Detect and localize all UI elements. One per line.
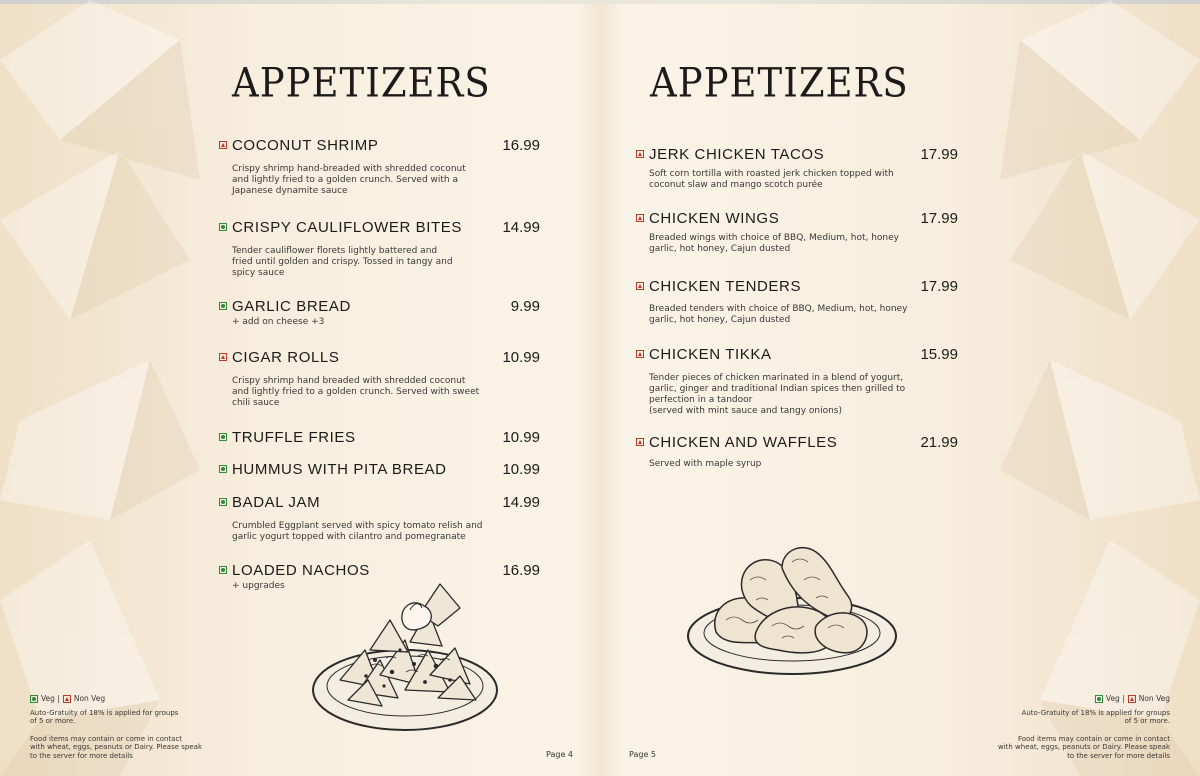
menu-item-name: COCONUT SHRIMP <box>232 137 379 154</box>
menu-item-header <box>219 461 540 481</box>
nonveg-mark-icon <box>636 438 644 446</box>
description-line: garlic yogurt topped with cilantro and pomegranate <box>232 532 466 542</box>
right-diet-legend <box>1095 694 1170 703</box>
menu-item-description <box>232 376 479 409</box>
menu-item <box>219 429 540 449</box>
menu-item-price: 10.99 <box>502 349 540 366</box>
menu-item-name: BADAL JAM <box>232 494 321 511</box>
menu-item-description <box>232 164 466 197</box>
veg-mark-icon <box>219 223 227 231</box>
menu-item-price: 14.99 <box>502 219 540 236</box>
description-line: garlic, hot honey, Cajun dusted <box>649 244 791 254</box>
description-line: and lightly fried to a golden crunch. Served with a <box>232 175 459 185</box>
nonveg-mark-icon <box>219 141 227 149</box>
note-line: with wheat, eggs, peanuts or Dairy. Please speak <box>997 743 1170 752</box>
menu-item-price: 17.99 <box>920 278 958 295</box>
description-line: Crumbled Eggplant served with spicy tomato relish and <box>232 521 483 531</box>
menu-item-name: GARLIC BREAD <box>232 298 351 315</box>
menu-item-header <box>219 562 540 582</box>
veg-mark-icon <box>30 695 38 703</box>
menu-item-price: 10.99 <box>502 429 540 446</box>
menu-item-price: 17.99 <box>920 210 958 227</box>
menu-item <box>219 494 540 542</box>
menu-item-description <box>649 304 907 326</box>
menu-item <box>636 346 958 416</box>
menu-item-price: 17.99 <box>920 146 958 163</box>
legend-veg-label: Veg | <box>41 694 60 703</box>
menu-item-name: LOADED NACHOS <box>232 562 370 579</box>
description-line: garlic, ginger and traditional Indian spices then grilled to <box>649 384 906 394</box>
veg-mark-icon <box>219 465 227 473</box>
menu-item-description <box>232 317 324 328</box>
legend-nonveg-label: Non Veg <box>1138 694 1170 703</box>
menu-item-price: 9.99 <box>510 298 540 315</box>
menu-item-price: 14.99 <box>502 494 540 511</box>
nachos-illustration <box>310 580 502 740</box>
description-line: coconut slaw and mango scotch purée <box>649 180 823 190</box>
chicken-wings-illustration <box>686 540 902 682</box>
veg-mark-icon <box>219 498 227 506</box>
menu-item-description <box>232 521 483 543</box>
description-line: perfection in a tandoor <box>649 395 753 405</box>
menu-item-description <box>649 459 761 470</box>
note-line: Auto-Gratuity of 18% is applied for groups <box>1021 709 1170 717</box>
description-line: Served with maple syrup <box>649 459 762 469</box>
menu-item-name: CIGAR ROLLS <box>232 349 340 366</box>
veg-mark-icon <box>1095 695 1103 703</box>
right-allergy-note <box>998 735 1170 760</box>
note-line: of 5 or more. <box>1124 717 1170 726</box>
left-gratuity-note <box>30 709 178 726</box>
note-line: to the server for more details <box>1067 751 1170 760</box>
nonveg-mark-icon <box>636 150 644 158</box>
left-page-title: APPETIZERS <box>232 60 491 107</box>
description-line: Crispy shrimp hand breaded with shredded coconut <box>232 376 466 386</box>
menu-item-price: 10.99 <box>502 461 540 478</box>
description-line: Crispy shrimp hand-breaded with shredded coconut <box>232 164 466 174</box>
menu-item-price: 16.99 <box>502 562 540 579</box>
right-gratuity-note <box>1022 709 1170 726</box>
menu-item <box>219 461 540 481</box>
menu-item-name: CHICKEN TENDERS <box>649 278 802 295</box>
menu-item-price: 15.99 <box>920 346 958 363</box>
menu-item-header <box>636 278 958 298</box>
menu-item-header <box>219 429 540 449</box>
nonveg-mark-icon <box>63 695 71 703</box>
menu-item-name: TRUFFLE FRIES <box>232 429 356 446</box>
veg-mark-icon <box>219 433 227 441</box>
menu-item <box>219 349 540 408</box>
description-line: spicy sauce <box>232 268 285 278</box>
description-line: garlic, hot honey, Cajun dusted <box>649 315 791 325</box>
description-line: Soft corn tortilla with roasted jerk chicken topped with <box>649 169 894 179</box>
nonveg-mark-icon <box>636 282 644 290</box>
menu-item <box>636 146 958 190</box>
menu-item-description <box>232 246 453 279</box>
description-line: + add on cheese +3 <box>232 317 325 327</box>
legend-veg-label: Veg | <box>1105 694 1125 703</box>
menu-item-header <box>219 494 540 514</box>
menu-item <box>636 278 958 325</box>
menu-item-header <box>636 146 958 166</box>
note-line: Food items may contain or come in contact <box>1017 735 1170 743</box>
menu-item-header <box>636 210 958 230</box>
menu-item-description <box>649 233 899 255</box>
menu-item-name: CHICKEN WINGS <box>649 210 780 227</box>
description-line: and lightly fried to a golden crunch. Served with sweet <box>232 387 480 397</box>
menu-item-name: CHICKEN AND WAFFLES <box>649 434 838 451</box>
left-allergy-note <box>30 735 202 760</box>
description-line: Tender cauliflower florets lightly battered and <box>232 246 438 256</box>
menu-item-header <box>636 346 958 366</box>
right-page-number: Page 5 <box>629 750 656 759</box>
description-line: Breaded tenders with choice of BBQ, Medium, hot, honey <box>649 304 908 314</box>
note-line: Food items may contain or come in contact <box>30 735 183 743</box>
menu-item-description <box>232 581 285 592</box>
menu-item <box>219 298 540 327</box>
description-line: Tender pieces of chicken marinated in a blend of yogurt, <box>649 373 904 383</box>
note-line: Auto-Gratuity of 18% is applied for groups <box>30 709 179 717</box>
description-line: fried until golden and crispy. Tossed in tangy and <box>232 257 453 267</box>
left-page-number: Page 4 <box>546 750 573 759</box>
menu-item-name: CHICKEN TIKKA <box>649 346 772 363</box>
nonveg-mark-icon <box>636 350 644 358</box>
menu-item-description <box>649 169 894 191</box>
description-line: chili sauce <box>232 398 280 408</box>
menu-item-name: JERK CHICKEN TACOS <box>649 146 825 163</box>
menu-item <box>219 562 540 591</box>
menu-item-header <box>219 298 540 318</box>
description-line: + upgrades <box>232 581 285 591</box>
menu-item <box>636 434 958 469</box>
menu-item-header <box>219 137 540 157</box>
menu-item-price: 21.99 <box>920 434 958 451</box>
veg-mark-icon <box>219 566 227 574</box>
menu-item-header <box>636 434 958 454</box>
menu-item-description <box>649 373 905 417</box>
description-line: Japanese dynamite sauce <box>232 186 348 196</box>
menu-item-name: CRISPY CAULIFLOWER BITES <box>232 219 463 236</box>
menu-item <box>219 137 540 196</box>
menu-item-price: 16.99 <box>502 137 540 154</box>
menu-item <box>219 219 540 278</box>
menu-item-header <box>219 349 540 369</box>
note-line: of 5 or more. <box>30 717 76 726</box>
description-line: (served with mint sauce and tangy onions) <box>649 406 843 416</box>
menu-item-name: HUMMUS WITH PITA BREAD <box>232 461 447 478</box>
nonveg-mark-icon <box>636 214 644 222</box>
nonveg-mark-icon <box>219 353 227 361</box>
note-line: with wheat, eggs, peanuts or Dairy. Please speak <box>30 743 203 752</box>
menu-item-header <box>219 219 540 239</box>
nonveg-mark-icon <box>1128 695 1136 703</box>
veg-mark-icon <box>219 302 227 310</box>
legend-nonveg-label: Non Veg <box>73 694 106 703</box>
left-diet-legend <box>30 694 105 703</box>
note-line: to the server for more details <box>30 751 133 760</box>
menu-item <box>636 210 958 254</box>
description-line: Breaded wings with choice of BBQ, Medium, hot, honey <box>649 233 899 243</box>
right-page-title: APPETIZERS <box>650 60 909 107</box>
